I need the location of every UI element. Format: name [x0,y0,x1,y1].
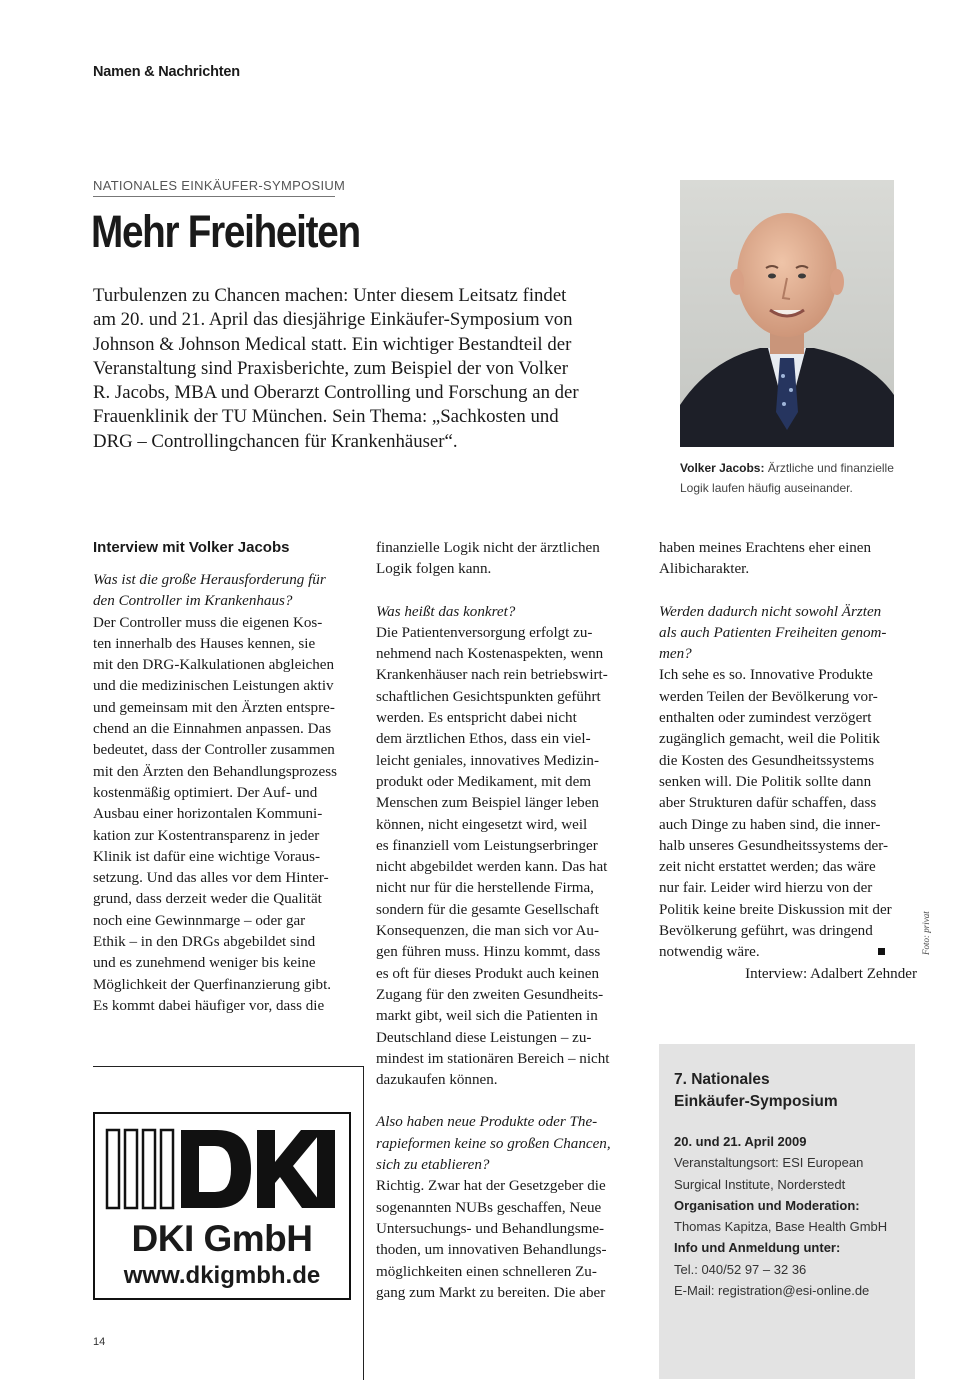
answer-line: und es zunehmend weniger bis keine [93,955,316,972]
question-line: Was heißt das konkret? [376,603,516,620]
answer-line: Krankenhäuser nach rein betriebswirt- [376,667,608,684]
answer-line: thoden, um innovativen Behandlungs- [376,1242,607,1259]
ad-website-link[interactable]: www.dkigmbh.de [123,1262,321,1289]
organisation-value: Thomas Kapitza, Base Health GmbH [674,1219,888,1235]
answer-line: aber Strukturen dafür schaffen, dass [659,795,877,812]
answer-line: es finanziell vom Leistungserbringer [376,837,598,854]
question-line: Werden dadurch nicht sowohl Ärzten [659,603,882,620]
question-line: men? [659,646,692,663]
answer-line: senken will. Die Politik sollte dann [659,773,872,790]
question-line: sich zu etablieren? [376,1157,490,1174]
answer-line: werden Teilen der Bevölkerung vor- [659,688,878,705]
answer-line: kostenmäßig optimiert. Der Auf- und [93,784,318,801]
registration-label: Info und Anmeldung unter: [674,1240,841,1256]
answer-line: leicht geniales, innovatives Medizin- [376,752,599,769]
answer-line: Alibicharakter. [659,561,750,578]
answer-line: nicht nur für die herstellende Firma, [376,880,594,897]
answer-line: dem ärztlichen Ethos, dass ein viel- [376,731,591,748]
answer-line: halb unseres Gesundheitssystems der- [659,837,888,854]
lead-line: Johnson & Johnson Medical statt. Ein wichtiger Bestandteil der [93,333,572,355]
interview-heading: Interview mit Volker Jacobs [93,539,290,556]
answer-line: Logik folgen kann. [376,561,492,578]
answer-line: grund, dass derzeit weder die Qualität [93,891,322,908]
answer-line: Deutschland diese Leistungen – zu- [376,1029,592,1046]
answer-line: kation zur Kostentransparenz in jeder [93,827,320,844]
answer-line: Richtig. Zwar hat der Gesetzgeber die [376,1178,606,1195]
answer-line: haben meines Erachtens eher einen [659,540,872,556]
answer-line: Untersuchungs- und Behandlungsme- [376,1220,605,1237]
event-title [674,1069,909,1113]
event-info-box [659,1044,915,1379]
caption-text: Logik laufen häufig auseinander. [680,481,853,495]
answer-line: Bevölkerung geführt, was dringend [659,923,873,940]
answer-line: markt gibt, weil sich die Patienten in [376,1008,598,1025]
answer-line: werden. Es entspricht dabei nicht [376,710,577,727]
registration-phone: Tel.: 040/52 97 – 32 36 [674,1261,807,1277]
answer-line: und gemeinsam mit den Ärzten entspre- [93,699,335,716]
dki-advertisement[interactable] [93,1112,351,1300]
answer-line: zugänglich gemacht, weil die Politik [659,731,880,748]
answer-line: setzung. Und das alles vor dem Hinter- [93,870,329,887]
interview-column-2 [376,538,634,1304]
event-title-line: Einkäufer-Symposium [674,1093,838,1110]
answer-line: enthalten oder zumindest verzögert [659,710,872,727]
answer-line: Es kommt dabei häufiger vor, dass die [93,997,325,1014]
answer-line: können, nicht eingesetzt wird, weil [376,816,588,833]
answer-line: Die Patientenversorgung erfolgt zu- [376,624,593,641]
interview-byline: Interview: Adalbert Zehnder [745,965,917,982]
event-title-line: 7. Nationales [674,1071,770,1088]
portrait-photo [680,180,894,447]
photo-caption [680,458,910,498]
event-venue-line: Surgical Institute, Norderstedt [674,1176,846,1192]
answer-line: möglichkeiten einen schnelleren Zu- [376,1263,597,1280]
answer-line: auch Dinge zu haben sind, die inner- [659,816,881,833]
answer-line: finanzielle Logik nicht der ärztlichen [376,540,600,556]
interview-column-1 [93,538,351,1017]
answer-line: mindest im stationären Bereich – nicht [376,1050,610,1067]
answer-line: gang zum Markt zu bereiten. Die aber [376,1284,606,1301]
answer-line: Ethik – in den DRGs abgebildet sind [93,934,316,951]
answer-line: bedeutet, dass der Controller zusammen [93,742,335,759]
answer-line: mit den Ärzten den Behandlungsprozess [93,763,337,780]
question-line: den Controller im Krankenhaus? [93,593,293,610]
caption-name: Volker Jacobs: [680,461,765,475]
answer-line: noch eine Gewinnmarge – oder gar [93,912,306,929]
answer-line: dazukaufen können. [376,1072,498,1089]
question-line: Also haben neue Produkte oder The- [376,1114,598,1131]
lead-line: am 20. und 21. April das diesjährige Einkäufer-Symposium von [93,309,573,331]
portrait-illustration [680,180,894,447]
answer-line: Politik keine breite Diskussion mit der [659,901,892,918]
answer-line: Ich sehe es so. Innovative Produkte [659,667,873,684]
answer-line: ten innerhalb des Hauses kennen, sie [93,635,316,652]
answer-line: und die medizinischen Leistungen aktiv [93,678,334,695]
article-kicker: NATIONALES EINKÄUFER-SYMPOSIUM [93,178,346,193]
end-mark-icon [878,948,885,955]
answer-line: nur fair. Leider wird hierzu von der [659,880,873,897]
answer-line: Menschen zum Beispiel länger leben [376,795,599,812]
photo-credit: Foto: privat [921,911,931,955]
answer-line: nicht abgebildet werden kann. Das hat [376,859,608,876]
answer-line: schaftlichen Gesichtspunkten geführt [376,688,601,705]
section-title: Namen & Nachrichten [93,64,240,80]
page-number: 14 [93,1336,106,1348]
question-line: als auch Patienten Freiheiten genom- [659,624,887,641]
answer-line: chend an die Einnahmen anpassen. Das [93,721,332,738]
lead-line: Frauenklinik der TU München. Sein Thema: „Sachkosten und [93,406,559,428]
answer-line: Zugang für den zweiten Gesundheits- [376,986,604,1003]
answer-line: Ausbau einer horizontalen Kommuni- [93,806,323,823]
answer-line: es oft für dieses Produkt auch keinen [376,965,599,982]
answer-line-text: notwendig wäre. [659,944,760,961]
answer-line: Klinik ist dafür eine wichtige Voraus- [93,848,321,865]
lead-line: R. Jacobs, MBA und Oberarzt Controlling und Forschung an der [93,382,579,404]
answer-line: mit den DRG-Kalkulationen abgleichen [93,657,335,674]
answer-line: gen führen muss. Hinzu kommt, dass [376,944,601,961]
organisation-label: Organisation und Moderation: [674,1197,860,1213]
answer-line: Der Controller muss die eigenen Kos- [93,614,323,631]
answer-line [659,942,917,963]
answer-line: zeit nicht erstattet werden; das wäre [659,859,876,876]
caption-text: Ärztliche und finanzielle [764,461,894,475]
answer-line: Konsequenzen, die man sich vor Au- [376,923,599,940]
dki-logo [105,1124,339,1214]
answer-line: produkt oder Medikament, mit dem [376,773,592,790]
registration-email[interactable]: E-Mail: registration@esi-online.de [674,1283,870,1299]
answer-line: nehmend nach Kostenaspekten, wenn [376,646,604,663]
kicker-rule [93,196,335,197]
question-line: rapieformen keine so großen Chancen, [376,1135,611,1152]
lead-line: Veranstaltung sind Praxisberichte, zum Beispiel der von Volker [93,357,569,379]
article-lead [93,284,613,454]
question-line: Was ist die große Herausforderung für [93,572,326,588]
lead-line: Turbulenzen zu Chancen machen: Unter diesem Leitsatz findet [93,285,567,306]
interview-column-3 [659,538,917,985]
article-headline: Mehr Freiheiten [91,206,360,257]
event-date: 20. und 21. April 2009 [674,1134,807,1149]
answer-line: sogenannten NUBs geschaffen, Neue [376,1199,602,1216]
answer-line: sondern für die gesamte Gesellschaft [376,901,599,918]
answer-line: die Kosten des Gesundheitssystems [659,752,875,769]
lead-line: DRG – Controllingchancen für Krankenhäuser“. [93,430,458,452]
event-venue-line: Veranstaltungsort: ESI European [674,1155,864,1171]
answer-line: Möglichkeit der Querfinanzierung gibt. [93,976,332,993]
ad-company-name: DKI GmbH [131,1218,313,1259]
